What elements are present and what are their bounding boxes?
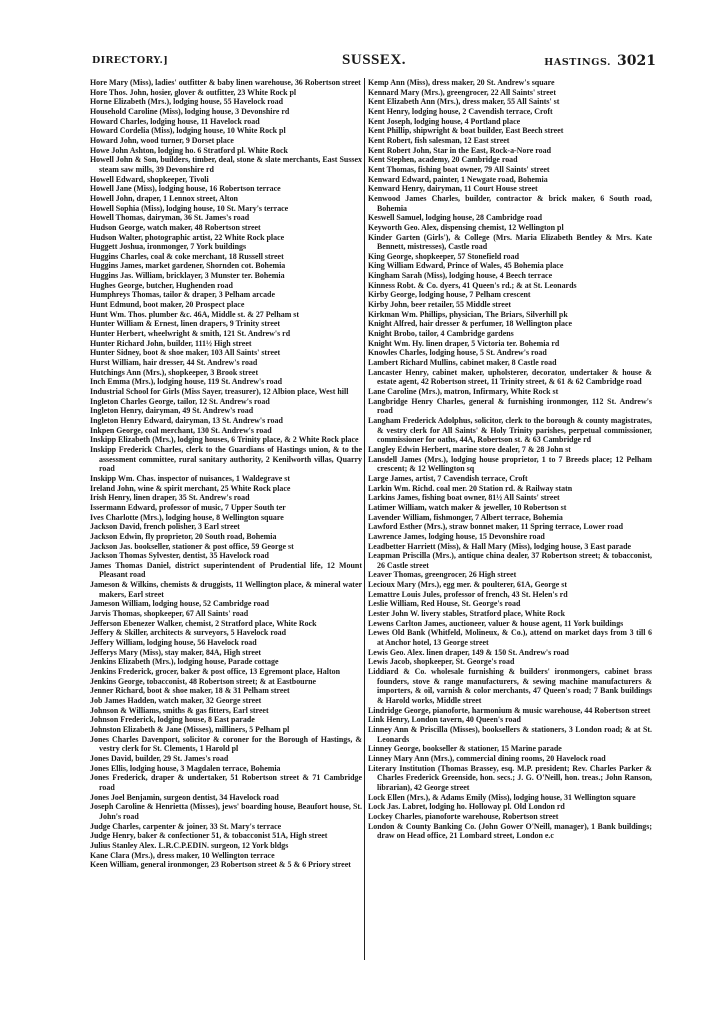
directory-entry: Jones Joel Benjamin, surgeon dentist, 34 Havelock road — [90, 792, 279, 802]
directory-entry: Hughes George, butcher, Hughenden road — [90, 280, 233, 290]
town-name: HASTINGS. — [544, 57, 612, 68]
directory-entry: Jenkins Frederick, grocer, baker & post office, 13 Egremont place, Halton — [90, 667, 341, 677]
directory-entry: Jameson & Wilkins, chemists & druggists, 11 Wellington place, & mineral water makers, Earl street — [90, 580, 362, 599]
directory-entry: Jackson Thomas Sylvester, dentist, 35 Havelock road — [90, 551, 269, 561]
directory-entry: Ireland John, wine & spirit merchant, 25 White Rock place — [90, 483, 291, 493]
directory-entry: Kent Elizabeth Ann (Mrs.), dress maker, 55 All Saints' st — [368, 97, 560, 107]
directory-entry: Link Henry, London tavern, 40 Queen's road — [368, 715, 521, 725]
directory-entry: Hore Thos. John, hosier, glover & outfitter, 23 White Rock pl — [90, 87, 297, 97]
directory-entry: Kent Henry, lodging house, 2 Cavendish terrace, Croft — [368, 106, 553, 116]
running-head-left: DIRECTORY.] — [92, 55, 169, 66]
directory-entry: Lansdell James (Mrs.), lodging house proprietor, 1 to 7 Breeds place; 12 Pelham crescent; & 12 Wellington sq — [368, 454, 652, 474]
directory-entry: Jones Charles Davenport, solicitor & coroner for the Borough of Hastings, & vestry clerk for St. Clements, 1 Harold pl — [90, 734, 362, 754]
directory-entry: Kingham Sarah (Miss), lodging house, 4 Beech terrace — [368, 271, 553, 281]
running-head-right — [544, 53, 656, 69]
directory-entry: Kenward Henry, dairyman, 11 Court House street — [368, 184, 538, 194]
directory-entry: Issermann Edward, professor of music, 7 Upper South ter — [90, 502, 286, 512]
directory-entry: Inkpen George, coal merchant, 130 St. Andrew's road — [90, 425, 272, 435]
directory-entry: Hunter Richard John, builder, 111½ High street — [90, 338, 252, 348]
directory-entry: Hunter William & Ernest, linen drapers, 9 Trinity street — [90, 319, 281, 329]
directory-entry: Howard John, wood turner, 9 Dorset place — [90, 135, 234, 145]
directory-entry: Keen William, general ironmonger, 23 Robertson street & 5 & 6 Priory street — [90, 860, 351, 870]
directory-entry: Kent Robert John, Star in the East, Rock-a-Nore road — [368, 145, 551, 155]
directory-entry: Keswell Samuel, lodging house, 28 Cambridge road — [368, 213, 543, 223]
directory-entry: Lock Ellen (Mrs.), & Adams Emily (Miss), lodging house, 31 Wellington square — [368, 792, 636, 802]
directory-entry: Lawford Esther (Mrs.), straw bonnet maker, 11 Spring terrace, Lower road — [368, 522, 624, 532]
directory-entry: Larkins James, fishing boat owner, 81½ All Saints' street — [368, 493, 560, 503]
directory-entry: Kent Joseph, lodging house, 4 Portland place — [368, 116, 521, 126]
directory-entry: Langley Edwin Herbert, marine store dealer, 7 & 28 John st — [368, 444, 571, 454]
directory-entry: Langbridge Henry Charles, general & furnishing ironmonger, 112 St. Andrew's road — [368, 396, 652, 416]
directory-entry: Huggett Joshua, ironmonger, 7 York buildings — [90, 242, 247, 252]
directory-entry: Howell John & Son, builders, timber, deal, stone & slate merchants, East Sussex steam saw mills, 39 Devonshire rd — [90, 155, 362, 174]
directory-entry: Lewis Jacob, shopkeeper, St. George's road — [368, 657, 515, 667]
directory-entry: Howell Sophia (Miss), lodging house, 10 St. Mary's terrace — [90, 203, 289, 213]
directory-entry: Horne Elizabeth (Mrs.), lodging house, 55 Havelock road — [90, 97, 283, 107]
directory-entry: Joseph Caroline & Henrietta (Misses), jews' boarding house, Beaufort house, St. John's road — [90, 802, 362, 821]
directory-entry: Howe John Ashton, lodging ho. 6 Stratford pl. White Rock — [90, 145, 288, 155]
directory-entry: Knight Brobo, tailor, 4 Cambridge gardens — [368, 329, 514, 339]
directory-entry: Jefferys Mary (Miss), stay maker, 84A, High street — [90, 647, 262, 657]
directory-entry: London & County Banking Co. (John Gower O'Neill, manager), 1 Bank buildings; draw on Head office, 21 Lombard street, London e.c — [368, 821, 652, 841]
directory-entry: Household Caroline (Miss), lodging house, 3 Devonshire rd — [90, 106, 290, 116]
page-header — [92, 52, 656, 72]
directory-entry: Jenkins George, tobacconist, 48 Robertson street; & at Eastbourne — [90, 676, 317, 686]
directory-entry: Jones Frederick, draper & undertaker, 51 Robertson street & 71 Cambridge road — [90, 773, 362, 792]
directory-entry: Linney Mary Ann (Mrs.), commercial dining rooms, 20 Havelock road — [368, 753, 606, 763]
directory-entry: Jenner Richard, boot & shoe maker, 18 & 31 Pelham street — [90, 686, 290, 696]
directory-entry: Kirby John, beer retailer, 55 Middle street — [368, 300, 512, 310]
directory-entry: Kennard Mary (Mrs.), greengrocer, 22 All Saints' street — [368, 87, 556, 97]
directory-entry: Lane Caroline (Mrs.), matron, Infirmary, White Rock st — [368, 387, 559, 396]
directory-entry: Lockey Charles, pianoforte warehouse, Robertson street — [368, 811, 559, 821]
directory-entry: Linney Ann & Priscilla (Misses), booksellers & stationers, 3 London road; & at St. Leonards — [368, 724, 652, 744]
directory-entry: Kent Robert, fish salesman, 12 East street — [368, 135, 510, 145]
directory-entry: Langham Frederick Adolphus, solicitor, clerk to the borough & county magistrates, & vestry clerk for All Saints' & Holy Trinity parishes, perpetual commissioner, commissioner for oaths, 44A, Robertson st. & 63 Cambridge rd — [368, 415, 652, 445]
directory-entry: Leaver Thomas, greengrocer, 26 High street — [368, 570, 517, 580]
directory-entry: Jameson William, lodging house, 52 Cambridge road — [90, 599, 270, 609]
directory-entry: Jeffery & Skiller, architects & surveyors, 5 Havelock road — [90, 628, 287, 638]
directory-entry: Lecioux Mary (Mrs.), egg mer. & poulterer, 61A, George st — [368, 580, 567, 590]
directory-entry: Jones David, builder, 29 St. James's road — [90, 753, 229, 763]
directory-entry: Leapman Priscilla (Mrs.), antique china dealer, 37 Robertson street; & tobacconist, 26 Castle street — [368, 551, 652, 570]
directory-entry: Kent Stephen, academy, 20 Cambridge road — [368, 155, 518, 165]
directory-entry: Jackson David, french polisher, 3 Earl street — [90, 522, 240, 532]
directory-entry: Jackson Edwin, fly proprietor, 20 South road, Bohemia — [90, 531, 277, 541]
directory-entry: Jarvis Thomas, shopkeeper, 67 All Saints' road — [90, 609, 249, 619]
directory-entry: Kinness Robt. & Co. dyers, 41 Queen's rd.; & at St. Leonards — [368, 280, 577, 290]
directory-entry: Inskipp Elizabeth (Mrs.), lodging houses, 6 Trinity place, & 2 White Rock place — [90, 435, 359, 445]
directory-entry: Irish Henry, linen draper, 35 St. Andrew's road — [90, 493, 250, 503]
directory-entry: Jenkins Elizabeth (Mrs.), lodging house, Parade cottage — [90, 657, 279, 667]
directory-entry: Kent Phillip, shipwright & boat builder, East Beech street — [368, 126, 564, 136]
directory-entry: Lemattre Louis Jules, professor of french, 43 St. Helen's rd — [368, 589, 568, 599]
directory-entry: Hurst William, hair dresser, 44 St. Andrew's road — [90, 358, 258, 368]
directory-entry: Kirkman Wm. Phillips, physician, The Briars, Silverhill pk — [368, 309, 568, 319]
directory-entry: Latimer William, watch maker & jeweller, 10 Robertson st — [368, 502, 567, 512]
directory-entry: Job James Hadden, watch maker, 32 George street — [90, 696, 262, 705]
directory-entry: Lewis Geo. Alex. linen draper, 149 & 150 St. Andrew's road — [368, 647, 569, 657]
directory-entry: Knight Alfred, hair dresser & perfumer, 18 Wellington place — [368, 319, 573, 329]
directory-entry: Industrial School for Girls (Miss Sayer, treasurer), 12 Albion place, West hill — [90, 387, 349, 396]
directory-entry: Jackson Jas. bookseller, stationer & post office, 59 George st — [90, 541, 294, 551]
directory-entry: Howell Edward, shopkeeper, Tivoli — [90, 174, 209, 184]
directory-entry: Knowles Charles, lodging house, 5 St. Andrew's road — [368, 348, 547, 358]
directory-entry: Lock Jas. Labret, lodging ho. Holloway pl. Old London rd — [368, 802, 565, 812]
directory-entry: Howell Jane (Miss), lodging house, 16 Robertson terrace — [90, 184, 281, 194]
directory-entry: Jeffery William, lodging house, 56 Havelock road — [90, 638, 257, 648]
directory-entry: Lawrence James, lodging house, 15 Devonshire road — [368, 531, 545, 541]
directory-entry: Hudson Walter, photographic artist, 22 White Rock place — [90, 232, 285, 242]
directory-entry: Huggins James, market gardener, Shornden cot. Bohemia — [90, 261, 286, 271]
directory-entry: Johnson & Williams, smiths & gas fitters, Earl street — [90, 705, 269, 715]
directory-entry: James Thomas Daniel, district superintendent of Prudential life, 12 Mount Pleasant road — [90, 560, 362, 580]
directory-entry: Liddiard & Co. wholesale furnishing & builders' ironmongers, cabinet brass founders, stove & range manufacturers, & sewing machine manufacturers & importers, & oil, varnish & color merchants, 47 Queen's road; 7 Bank buildings & Harold works, Middle street — [368, 667, 652, 705]
directory-entry: Huggins Charles, coal & coke merchant, 18 Russell street — [90, 251, 284, 261]
directory-entry: Hunter Herbert, wheelwright & smith, 121 St. Andrew's rd — [90, 329, 291, 339]
directory-entry: Leadbetter Harriett (Miss), & Hall Mary (Miss), lodging house, 3 East parade — [368, 541, 632, 551]
directory-entry: Julius Stanley Alex. L.R.C.P.EDIN. surgeon, 12 York bldgs — [90, 840, 289, 850]
page-number: 3021 — [617, 53, 656, 69]
directory-entry: Howell John, draper, 1 Lennox street, Alton — [90, 193, 238, 203]
directory-entry: Lewes Old Bank (Whitfeld, Molineux, & Co.), attend on market days from 3 till 6 at Anchor hotel, 13 George street — [368, 628, 652, 648]
directory-column-left — [90, 78, 362, 870]
directory-entry: Humphreys Thomas, tailor & draper, 3 Pelham arcade — [90, 290, 275, 300]
directory-entry: Lambert Richard Mullins, cabinet maker, 8 Castle road — [368, 358, 557, 368]
directory-entry: Huggins Jas. William, bricklayer, 3 Munster ter. Bohemia — [90, 271, 285, 281]
directory-entry: Kirby George, lodging house, 7 Pelham crescent — [368, 290, 531, 300]
directory-entry: Kane Clara (Mrs.), dress maker, 10 Wellington terrace — [90, 850, 275, 860]
directory-entry: Jefferson Ebenezer Walker, chemist, 2 Stratford place, White Rock — [90, 618, 317, 628]
directory-entry: Larkin Wm. Richd. coal mer. 20 Station rd. & Railway statn — [368, 483, 573, 493]
directory-entry: Howard Cordelia (Miss), lodging house, 10 White Rock pl — [90, 126, 286, 136]
directory-entry: Hore Mary (Miss), ladies' outfitter & baby linen warehouse, 36 Robertson street — [90, 78, 361, 87]
column-divider — [364, 78, 365, 960]
directory-entry: Kenward Edward, painter, 1 Newgate road, Bohemia — [368, 174, 548, 184]
directory-entry: Howell Thomas, dairyman, 36 St. James's road — [90, 213, 250, 223]
directory-entry: Judge Charles, carpenter & joiner, 33 St. Mary's terrace — [90, 821, 282, 831]
directory-entry: Howard Charles, lodging house, 11 Havelock road — [90, 116, 260, 126]
directory-entry: Johnston Elizabeth & Jane (Misses), milliners, 5 Pelham pl — [90, 724, 290, 734]
directory-entry: Lester John W. livery stables, Stratford place, White Rock — [368, 609, 566, 619]
directory-entry: Johnson Frederick, lodging house, 8 East parade — [90, 715, 255, 725]
directory-entry: Kinder Garten (Girls'), & College (Mrs. Maria Elizabeth Bentley & Mrs. Kate Bennett, mistresses), Castle road — [368, 232, 652, 252]
directory-entry: Inskipp Wm. Chas. inspector of nuisances, 1 Waldegrave st — [90, 473, 291, 483]
directory-entry: Knight Wm. Hy. linen draper, 5 Victoria ter. Bohemia rd — [368, 338, 560, 348]
directory-entry: Lewens Carlton James, auctioneer, valuer & house agent, 11 York buildings — [368, 618, 624, 628]
directory-entry: Hunt Edmund, boot maker, 20 Prospect place — [90, 300, 245, 310]
directory-entry: Jones Ellis, lodging house, 3 Magdalen terrace, Bohemia — [90, 763, 281, 773]
directory-entry: King George, shopkeeper, 57 Stonefield road — [368, 251, 520, 261]
directory-entry: Judge Henry, baker & confectioner 51, & tobacconist 51A, High street — [90, 831, 328, 841]
directory-entry: Inch Emma (Mrs.), lodging house, 119 St. Andrew's road — [90, 377, 282, 387]
directory-entry: Leslie William, Red House, St. George's road — [368, 599, 521, 609]
directory-entry: Hutchings Ann (Mrs.), shopkeeper, 3 Brook street — [90, 367, 259, 377]
directory-entry: Lavender William, fishmonger, 7 Albert terrace, Bohemia — [368, 512, 563, 522]
directory-entry: Literary Institution (Thomas Brassey, esq. M.P. president; Rev. Charles Parker & Charles Frederick Greenside, hon. secs.; J. G. O'Neill, hon. treas.; John Ranson, librarian), 42 George street — [368, 763, 652, 792]
directory-column-right — [368, 78, 652, 841]
directory-entry: Ingleton Henry, dairyman, 49 St. Andrew's road — [90, 406, 254, 416]
county-title: SUSSEX. — [342, 52, 406, 68]
directory-entry: Ingleton Henry Edward, dairyman, 13 St. Andrew's road — [90, 415, 283, 425]
directory-entry: Ingleton Charles George, tailor, 12 St. Andrew's road — [90, 396, 270, 406]
directory-entry: Kemp Ann (Miss), dress maker, 20 St. Andrew's square — [368, 78, 555, 87]
directory-entry: Inskipp Frederick Charles, clerk to the Guardians of Hastings union, & to the assessment committee, rural sanitary authority, 2 Kenilworth villas, Quarry road — [90, 444, 362, 474]
directory-entry: Large James, artist, 7 Cavendish terrace, Croft — [368, 473, 528, 483]
directory-entry: Linney George, bookseller & stationer, 15 Marine parade — [368, 744, 562, 754]
directory-entry: Keyworth Geo. Alex, dispensing chemist, 12 Wellington pl — [368, 222, 564, 232]
directory-entry: Lancaster Henry, cabinet maker, upholsterer, decorator, undertaker & house & estate agent, 42 Robertson street, 11 Trinity street, & 61 & 62 Cambridge road — [368, 367, 652, 387]
directory-entry: King William Edward, Prince of Wales, 45 Bohemia place — [368, 261, 564, 271]
directory-entry: Hunter Sidney, boot & shoe maker, 103 All Saints' street — [90, 348, 281, 358]
directory-entry: Kent Thomas, fishing boat owner, 79 All Saints' street — [368, 164, 550, 174]
directory-entry: Ives Charlotte (Mrs.), lodging house, 8 Wellington square — [90, 512, 284, 522]
directory-entry: Hunt Wm. Thos. plumber &c. 46A, Middle st. & 27 Pelham st — [90, 309, 300, 319]
directory-entry: Lindridge George, pianoforte, harmonium & music warehouse, 44 Robertson street — [368, 705, 651, 715]
directory-entry: Kenwood James Charles, builder, contractor & brick maker, 6 South road, Bohemia — [368, 193, 652, 213]
directory-entry: Hudson George, watch maker, 48 Robertson street — [90, 222, 261, 232]
